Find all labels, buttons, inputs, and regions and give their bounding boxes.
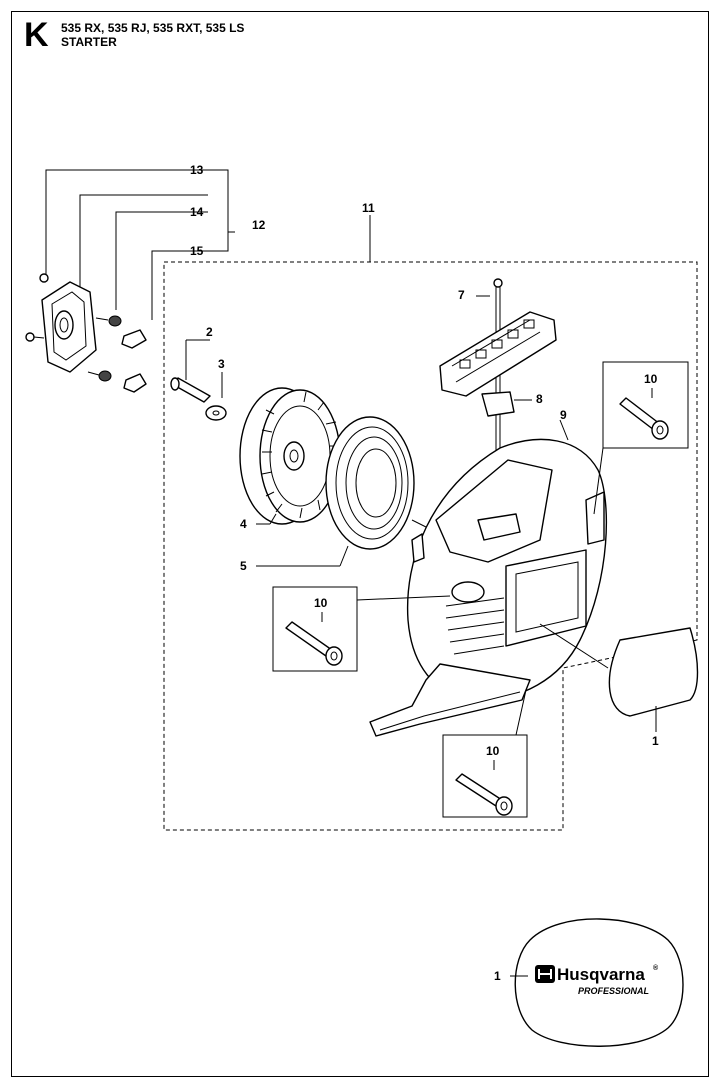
diagram-title: STARTER <box>61 35 117 49</box>
screw-box-10-upper <box>594 362 688 514</box>
brand-wordmark: Husqvarna <box>557 965 645 984</box>
section-letter: K <box>24 16 49 54</box>
callout-9: 9 <box>560 408 567 422</box>
callout-8: 8 <box>536 392 543 406</box>
callout-1: 1 <box>652 734 659 748</box>
callout-15: 15 <box>190 244 204 258</box>
brand-tagline: PROFESSIONAL <box>578 986 650 996</box>
callout-10-upper: 10 <box>644 372 658 386</box>
handle-part-7-8 <box>440 279 556 460</box>
registered-mark: ® <box>653 965 659 972</box>
callout-14: 14 <box>190 205 204 219</box>
husqvarna-logo-mark <box>535 965 555 983</box>
model-list: 535 RX, 535 RJ, 535 RXT, 535 LS <box>61 21 245 35</box>
pulley-part-4 <box>240 388 340 524</box>
callout-3: 3 <box>218 357 225 371</box>
callout-12: 12 <box>252 218 266 232</box>
callout-13: 13 <box>190 163 204 177</box>
callout-10-middle: 10 <box>314 596 328 610</box>
callout-2: 2 <box>206 325 213 339</box>
part-group-12 <box>26 170 235 392</box>
screw-part-2 <box>171 340 210 402</box>
husqvarna-decal <box>510 919 683 1046</box>
callout-5: 5 <box>240 559 247 573</box>
callout-11: 11 <box>362 201 375 215</box>
callout-4: 4 <box>240 517 247 531</box>
callout-7: 7 <box>458 288 465 302</box>
callout-1-logo: 1 <box>494 969 501 983</box>
callout-10-lower: 10 <box>486 744 500 758</box>
